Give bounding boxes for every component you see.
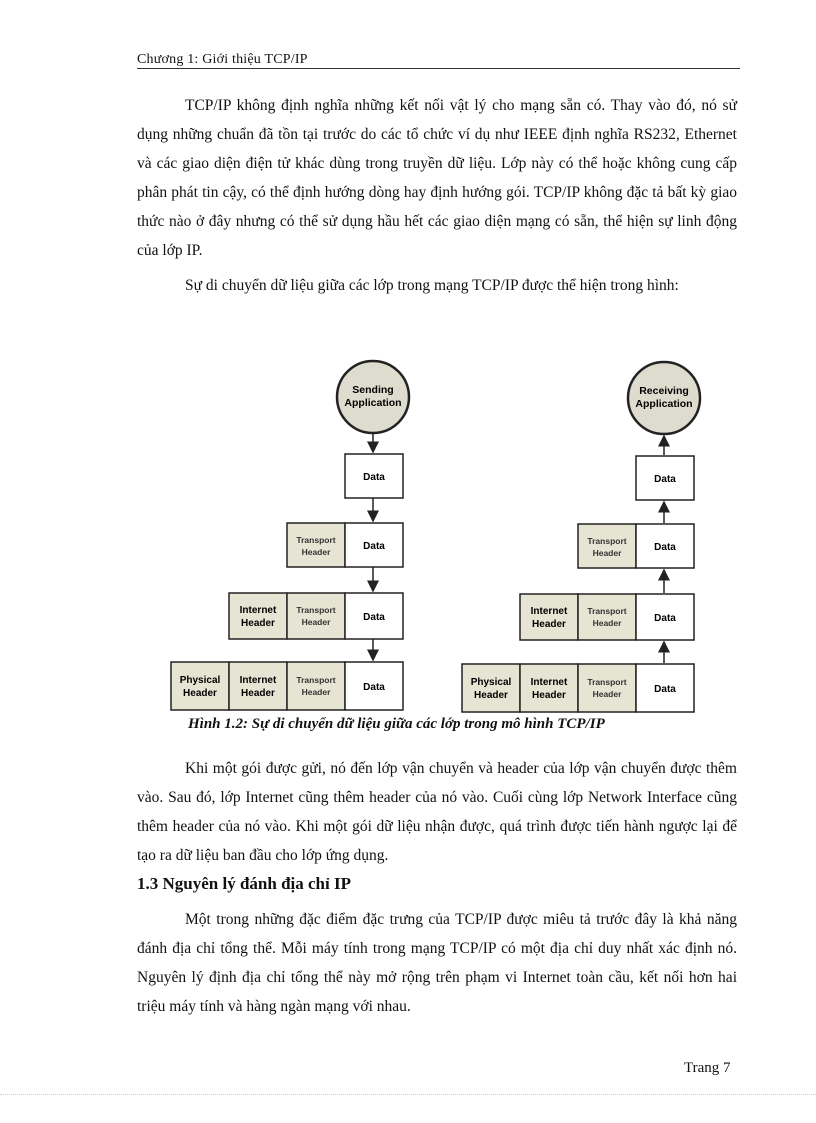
physical-label-1: Physical	[470, 677, 512, 688]
physical-label-2: Header	[183, 688, 217, 699]
transport-label-1: Transport	[587, 677, 627, 687]
receiving-label-1: Receiving	[639, 385, 689, 397]
transport-label-2: Header	[301, 687, 331, 697]
transport-label-1: Transport	[296, 675, 336, 685]
transport-label-2: Header	[592, 548, 622, 558]
data-label: Data	[363, 541, 385, 552]
internet-label-1: Internet	[239, 605, 277, 616]
transport-label-2: Header	[301, 617, 331, 627]
internet-label-2: Header	[241, 618, 275, 629]
data-label: Data	[363, 682, 385, 693]
transport-label-1: Transport	[296, 605, 336, 615]
page-number: Trang 7	[684, 1060, 731, 1076]
transport-label-1: Transport	[296, 535, 336, 545]
transport-label-2: Header	[592, 689, 622, 699]
data-label: Data	[363, 612, 385, 623]
send-row-3	[229, 593, 403, 639]
receiving-label-2: Application	[635, 398, 693, 410]
data-label: Data	[654, 542, 676, 553]
data-label: Data	[363, 472, 385, 483]
section-heading: 1.3 Nguyên lý đánh địa chỉ IP	[137, 874, 351, 893]
recv-row-1	[636, 456, 694, 500]
data-label: Data	[654, 474, 676, 485]
internet-label-2: Header	[241, 688, 275, 699]
sending-application-node	[337, 361, 409, 433]
internet-label-1: Internet	[530, 677, 568, 688]
receiving-application-node	[628, 362, 700, 434]
paragraph-3: Khi một gói được gửi, nó đến lớp vận chuyển và header của lớp vận chuyển được thêm vào. Sau đó, lớp Internet cũng thêm header của nó vào. Cuối cùng lớp Network Interface cũng thêm header của nó vào. Khi một gói dữ liệu nhận được, quá trình được tiến hành ngược lại để tạo ra dữ liệu ban đầu cho lớp ứng dụng.	[137, 760, 737, 864]
transport-label-2: Header	[592, 618, 622, 628]
transport-label-2: Header	[301, 547, 331, 557]
send-row-1	[345, 454, 403, 498]
physical-label-1: Physical	[179, 675, 221, 686]
page-bottom-border	[0, 1094, 816, 1095]
data-label: Data	[654, 613, 676, 624]
recv-row-3	[520, 594, 694, 640]
recv-row-2	[578, 524, 694, 568]
transport-label-1: Transport	[587, 606, 627, 616]
internet-label-2: Header	[532, 619, 566, 630]
internet-label-2: Header	[532, 690, 566, 701]
internet-label-1: Internet	[530, 606, 568, 617]
sending-label-1: Sending	[352, 384, 394, 396]
paragraph-4: Một trong những đặc điểm đặc trưng của TCP/IP được miêu tả trước đây là khả năng đánh địa chỉ tổng thể. Mỗi máy tính trong mạng TCP/IP có một địa chỉ duy nhất xác định nó. Nguyên lý định địa chỉ tổng thể này mở rộng trên phạm vi Internet toàn cầu, kết nối hơn hai triệu máy tính và hàng ngàn mạng với nhau.	[137, 911, 737, 1015]
data-label: Data	[654, 684, 676, 695]
send-row-4	[171, 662, 403, 710]
physical-label-2: Header	[474, 690, 508, 701]
sending-label-2: Application	[344, 397, 402, 409]
paragraph-2: Sự di chuyển dữ liệu giữa các lớp trong mạng TCP/IP được thể hiện trong hình:	[185, 277, 679, 294]
recv-row-4	[462, 664, 694, 712]
send-row-2	[287, 523, 403, 567]
internet-label-1: Internet	[239, 675, 277, 686]
figure-caption: Hình 1.2: Sự di chuyển dữ liệu giữa các lớp trong mô hình TCP/IP	[188, 716, 605, 732]
paragraph-1: TCP/IP không định nghĩa những kết nối vật lý cho mạng sẵn có. Thay vào đó, nó sử dụng những chuẩn đã tồn tại trước do các tổ chức ví dụ như IEEE định nghĩa RS232, Ethernet và các giao diện điện tử khác dùng trong truyền dữ liệu. Lớp này có thể hoặc không cung cấp phân phát tin cậy, có thể định hướng dòng hay định hướng gói. TCP/IP không đặc tả bất kỳ giao thức nào ở đây nhưng có thể sử dụng hầu hết các giao diện mạng có sẵn, thể hiện sự linh động của lớp IP.	[137, 97, 737, 259]
transport-label-1: Transport	[587, 536, 627, 546]
page-header: Chương 1: Giới thiệu TCP/IP	[137, 52, 308, 67]
